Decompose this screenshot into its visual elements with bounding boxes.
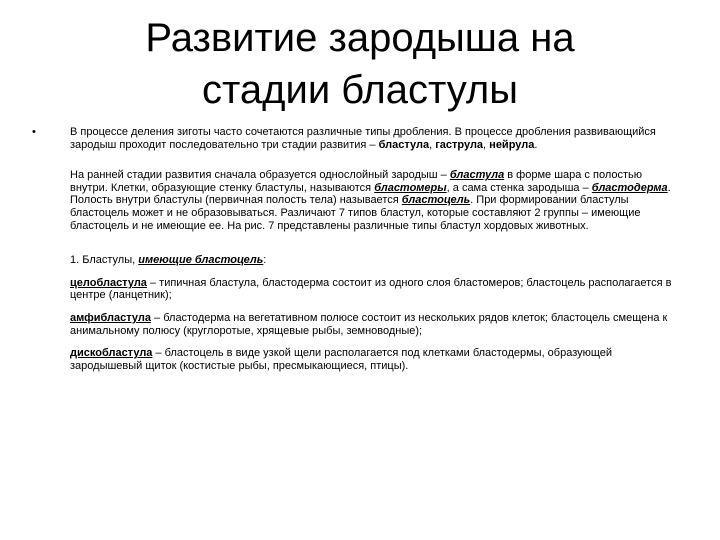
list-item-coeloblastula (70, 277, 682, 302)
term-blastoderm: бластодерма (591, 181, 668, 194)
blastula-text-2: в форме шара с полостью внутри. Клетки, образующие стенку бластулы, называются (70, 169, 642, 194)
blastula-text-4: . Полость внутри бластулы (первичная полость тела) называется (70, 181, 671, 207)
term-blastomeres: бластомеры (374, 181, 447, 194)
slide-title (0, 12, 720, 116)
amphiblastula-text: – бластодерма на вегетативном полюсе состоит из нескольких рядов клеток; бластоцель смещена к анимальному полюсу (круглоротые, хрящевые рыбы, земноводные); (70, 311, 668, 337)
coeloblastula-text: – типичная бластула, бластодерма состоит из одного слоя бластомеров; бластоцель располагается в центре (ланцетник); (70, 276, 672, 302)
slide-body (70, 126, 682, 372)
separator: , (429, 138, 436, 151)
discoblastula-text: – бластоцель в виде узкой щели располагается под клетками бластодермы, образующей зародышевый щиток (костистые рыбы, пресмыкающиеся, птицы). (70, 347, 613, 372)
paragraph-intro (70, 126, 682, 151)
term-blastula: бластула (378, 138, 430, 151)
title-line-1: Развитие зародыша на (145, 16, 575, 60)
term-neurula: нейрула (489, 138, 535, 151)
blastula-text-1: На ранней стадии развития сначала образуется однослойный зародыш – (70, 169, 450, 182)
term-blastocoel: бластоцель (401, 194, 471, 207)
term-coeloblastula: целобластула (70, 276, 147, 289)
group-1-colon: : (263, 254, 267, 267)
term-gastrula: гаструла (435, 138, 484, 151)
bullet-marker: • (32, 126, 36, 138)
blastula-text-3: , а сама стенка зародыша – (446, 181, 592, 194)
group-1-text: 1. Бластулы, (70, 254, 139, 267)
term-amphiblastula: амфибластула (70, 311, 151, 324)
paragraph-group-1 (70, 254, 682, 267)
list-item-amphiblastula (70, 312, 682, 337)
term-having-blastocoel: имеющие бластоцель (138, 254, 264, 267)
term-discoblastula: дискобластула (70, 347, 153, 360)
intro-text: В процессе деления зиготы часто сочетаются различные типы дробления. В процессе дробления развивающийся зародыш проходит последовательно три стадии развития – (70, 126, 656, 151)
intro-end: . (534, 138, 538, 151)
separator: , (483, 138, 490, 151)
title-line-2: стадии бластулы (202, 68, 518, 112)
paragraph-blastula (70, 169, 682, 232)
term-blastula-emph: бластула (449, 169, 505, 182)
list-item-discoblastula (70, 347, 682, 372)
blastula-text-5: . При формировании бластулы бластоцель может и не образовываться. Различают 7 типов бластул, которые составляют 2 группы – имеющие бластоцель и не имеющие ее. На рис. 7 представлены различные типы бластул хордовых животных. (70, 194, 641, 232)
